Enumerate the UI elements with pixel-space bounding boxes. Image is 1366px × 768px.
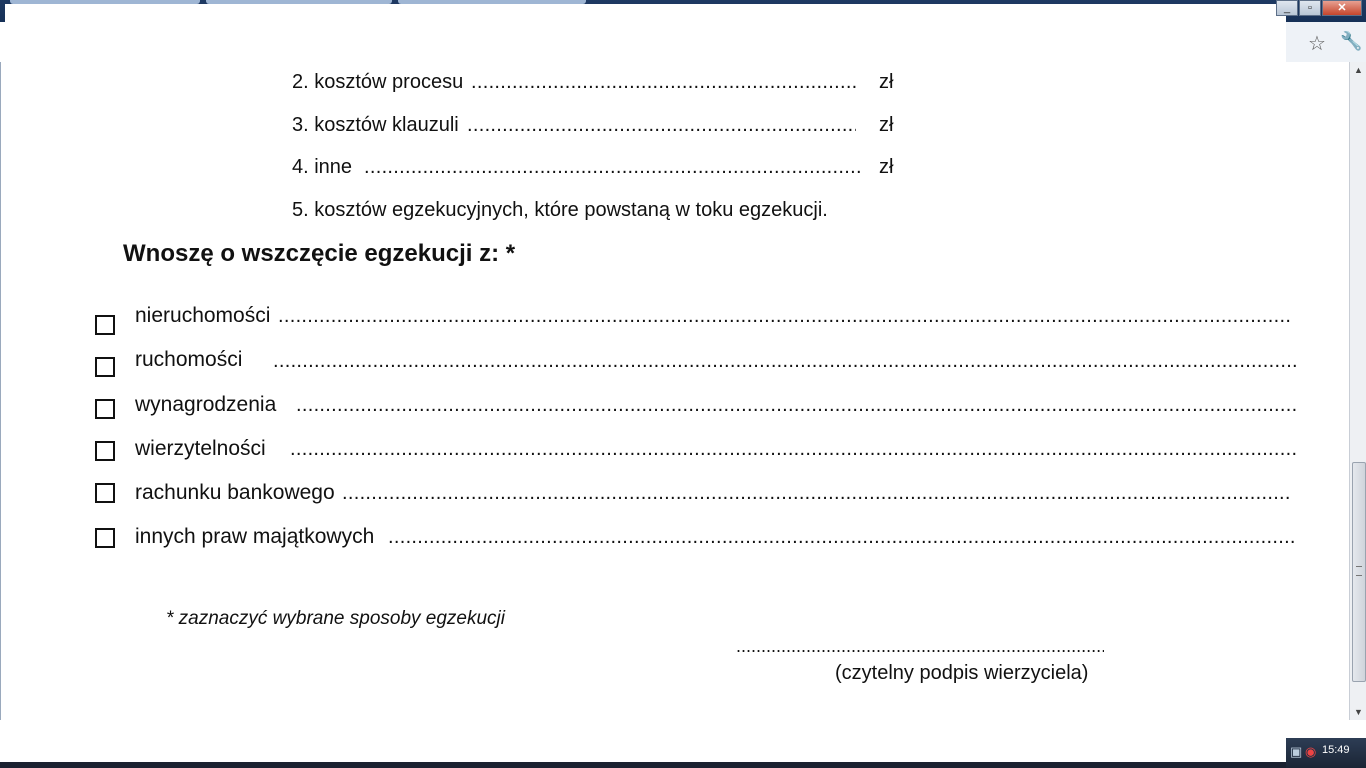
- checkbox-wierzytelnosci[interactable]: [95, 441, 115, 461]
- dotted-leader: [290, 438, 1297, 458]
- checkbox-ruchomosci[interactable]: [95, 357, 115, 377]
- option-label: rachunku bankowego: [135, 481, 335, 504]
- signature-caption: (czytelny podpis wierzyciela): [835, 662, 1089, 684]
- currency-label: zł: [879, 114, 894, 136]
- signature-line: [736, 636, 1104, 656]
- footnote: * zaznaczyć wybrane sposoby egzekucji: [166, 608, 506, 629]
- clock[interactable]: 15:49: [1322, 744, 1350, 756]
- close-button[interactable]: ✕: [1322, 0, 1362, 16]
- checkbox-rachunku-bankowego[interactable]: [95, 483, 115, 503]
- checkbox-wynagrodzenia[interactable]: [95, 399, 115, 419]
- dotted-leader: [467, 114, 856, 134]
- dotted-leader: [471, 71, 856, 91]
- option-label: wierzytelności: [135, 437, 266, 460]
- dotted-leader: [296, 394, 1296, 414]
- cost-item-label: 3. kosztów klauzuli: [292, 114, 459, 136]
- scroll-down-icon[interactable]: ▼: [1354, 707, 1363, 717]
- option-label: nieruchomości: [135, 304, 271, 327]
- dotted-leader: [364, 156, 861, 176]
- dotted-leader: [273, 350, 1297, 370]
- cost-item-label: 4. inne: [292, 156, 353, 178]
- taskbar: [0, 762, 1366, 768]
- network-icon[interactable]: ▣: [1290, 744, 1303, 759]
- star-icon[interactable]: ☆: [1308, 33, 1326, 55]
- dotted-leader: [278, 305, 1290, 325]
- dotted-leader: [342, 482, 1290, 502]
- currency-label: zł: [879, 156, 894, 178]
- dotted-leader: [388, 526, 1295, 546]
- scroll-thumb[interactable]: [1352, 462, 1366, 682]
- option-label: wynagrodzenia: [135, 393, 277, 416]
- wrench-icon[interactable]: 🔧: [1340, 31, 1363, 51]
- option-label: ruchomości: [135, 348, 243, 371]
- vertical-scrollbar[interactable]: [1349, 62, 1366, 720]
- minimize-button[interactable]: _: [1276, 0, 1298, 16]
- checkbox-innych-praw[interactable]: [95, 528, 115, 548]
- grip-icon: [1356, 566, 1362, 576]
- volume-muted-icon[interactable]: ◉: [1305, 744, 1317, 759]
- restore-button[interactable]: ▫: [1299, 0, 1321, 16]
- cost-item-label: 2. kosztów procesu: [292, 71, 464, 93]
- checkbox-nieruchomosci[interactable]: [95, 315, 115, 335]
- section-heading: Wnoszę o wszczęcie egzekucji z: *: [123, 240, 516, 267]
- window-controls: [1276, 0, 1362, 18]
- document-viewport-bottom: [5, 720, 1245, 762]
- currency-label: zł: [879, 71, 894, 93]
- option-label: innych praw majątkowych: [135, 525, 375, 548]
- scroll-up-icon[interactable]: ▲: [1354, 65, 1363, 75]
- cost-item-label: 5. kosztów egzekucyjnych, które powstaną w toku egzekucji.: [292, 199, 828, 221]
